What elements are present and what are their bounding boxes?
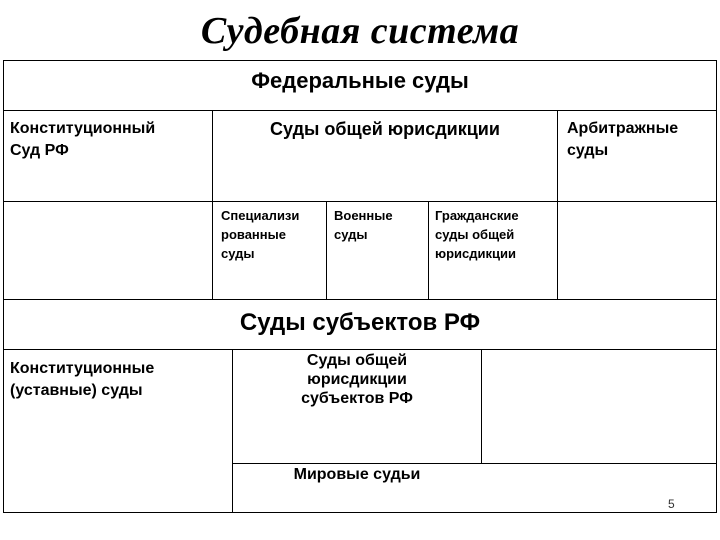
specialized-courts-label: Специализи рованные суды <box>221 208 300 261</box>
regional-courts-header: Суды субъектов РФ <box>239 309 481 336</box>
federal-courts-header: Федеральные суды <box>251 68 469 93</box>
divider-general-arbitration <box>557 110 558 299</box>
divider-federal-header <box>3 110 717 111</box>
divider-federal-bottom <box>3 299 717 300</box>
arbitration-courts-label: Арбитражные суды <box>567 120 679 159</box>
divider-military-civil <box>428 201 429 299</box>
page-title: Судебная система <box>200 10 520 52</box>
civil-courts-label: Гражданские суды общей юрисдикции <box>435 208 519 261</box>
divider-regional-general <box>481 349 482 463</box>
page-number: 5 <box>668 497 675 511</box>
regional-general-label: Суды общей юрисдикции субъектов РФ <box>301 352 413 407</box>
military-courts-label: Военные суды <box>334 208 393 242</box>
divider-federal-mid <box>3 201 717 202</box>
general-jurisdiction-label: Суды общей юрисдикции <box>270 119 500 139</box>
constitutional-court-label: Конституционный Суд РФ <box>10 120 156 159</box>
divider-regional-header <box>3 349 717 350</box>
divider-specialized-military <box>326 201 327 299</box>
regional-constitutional-label: Конституционные (уставные) суды <box>10 360 155 399</box>
magistrates-label: Мировые судьи <box>293 466 421 483</box>
